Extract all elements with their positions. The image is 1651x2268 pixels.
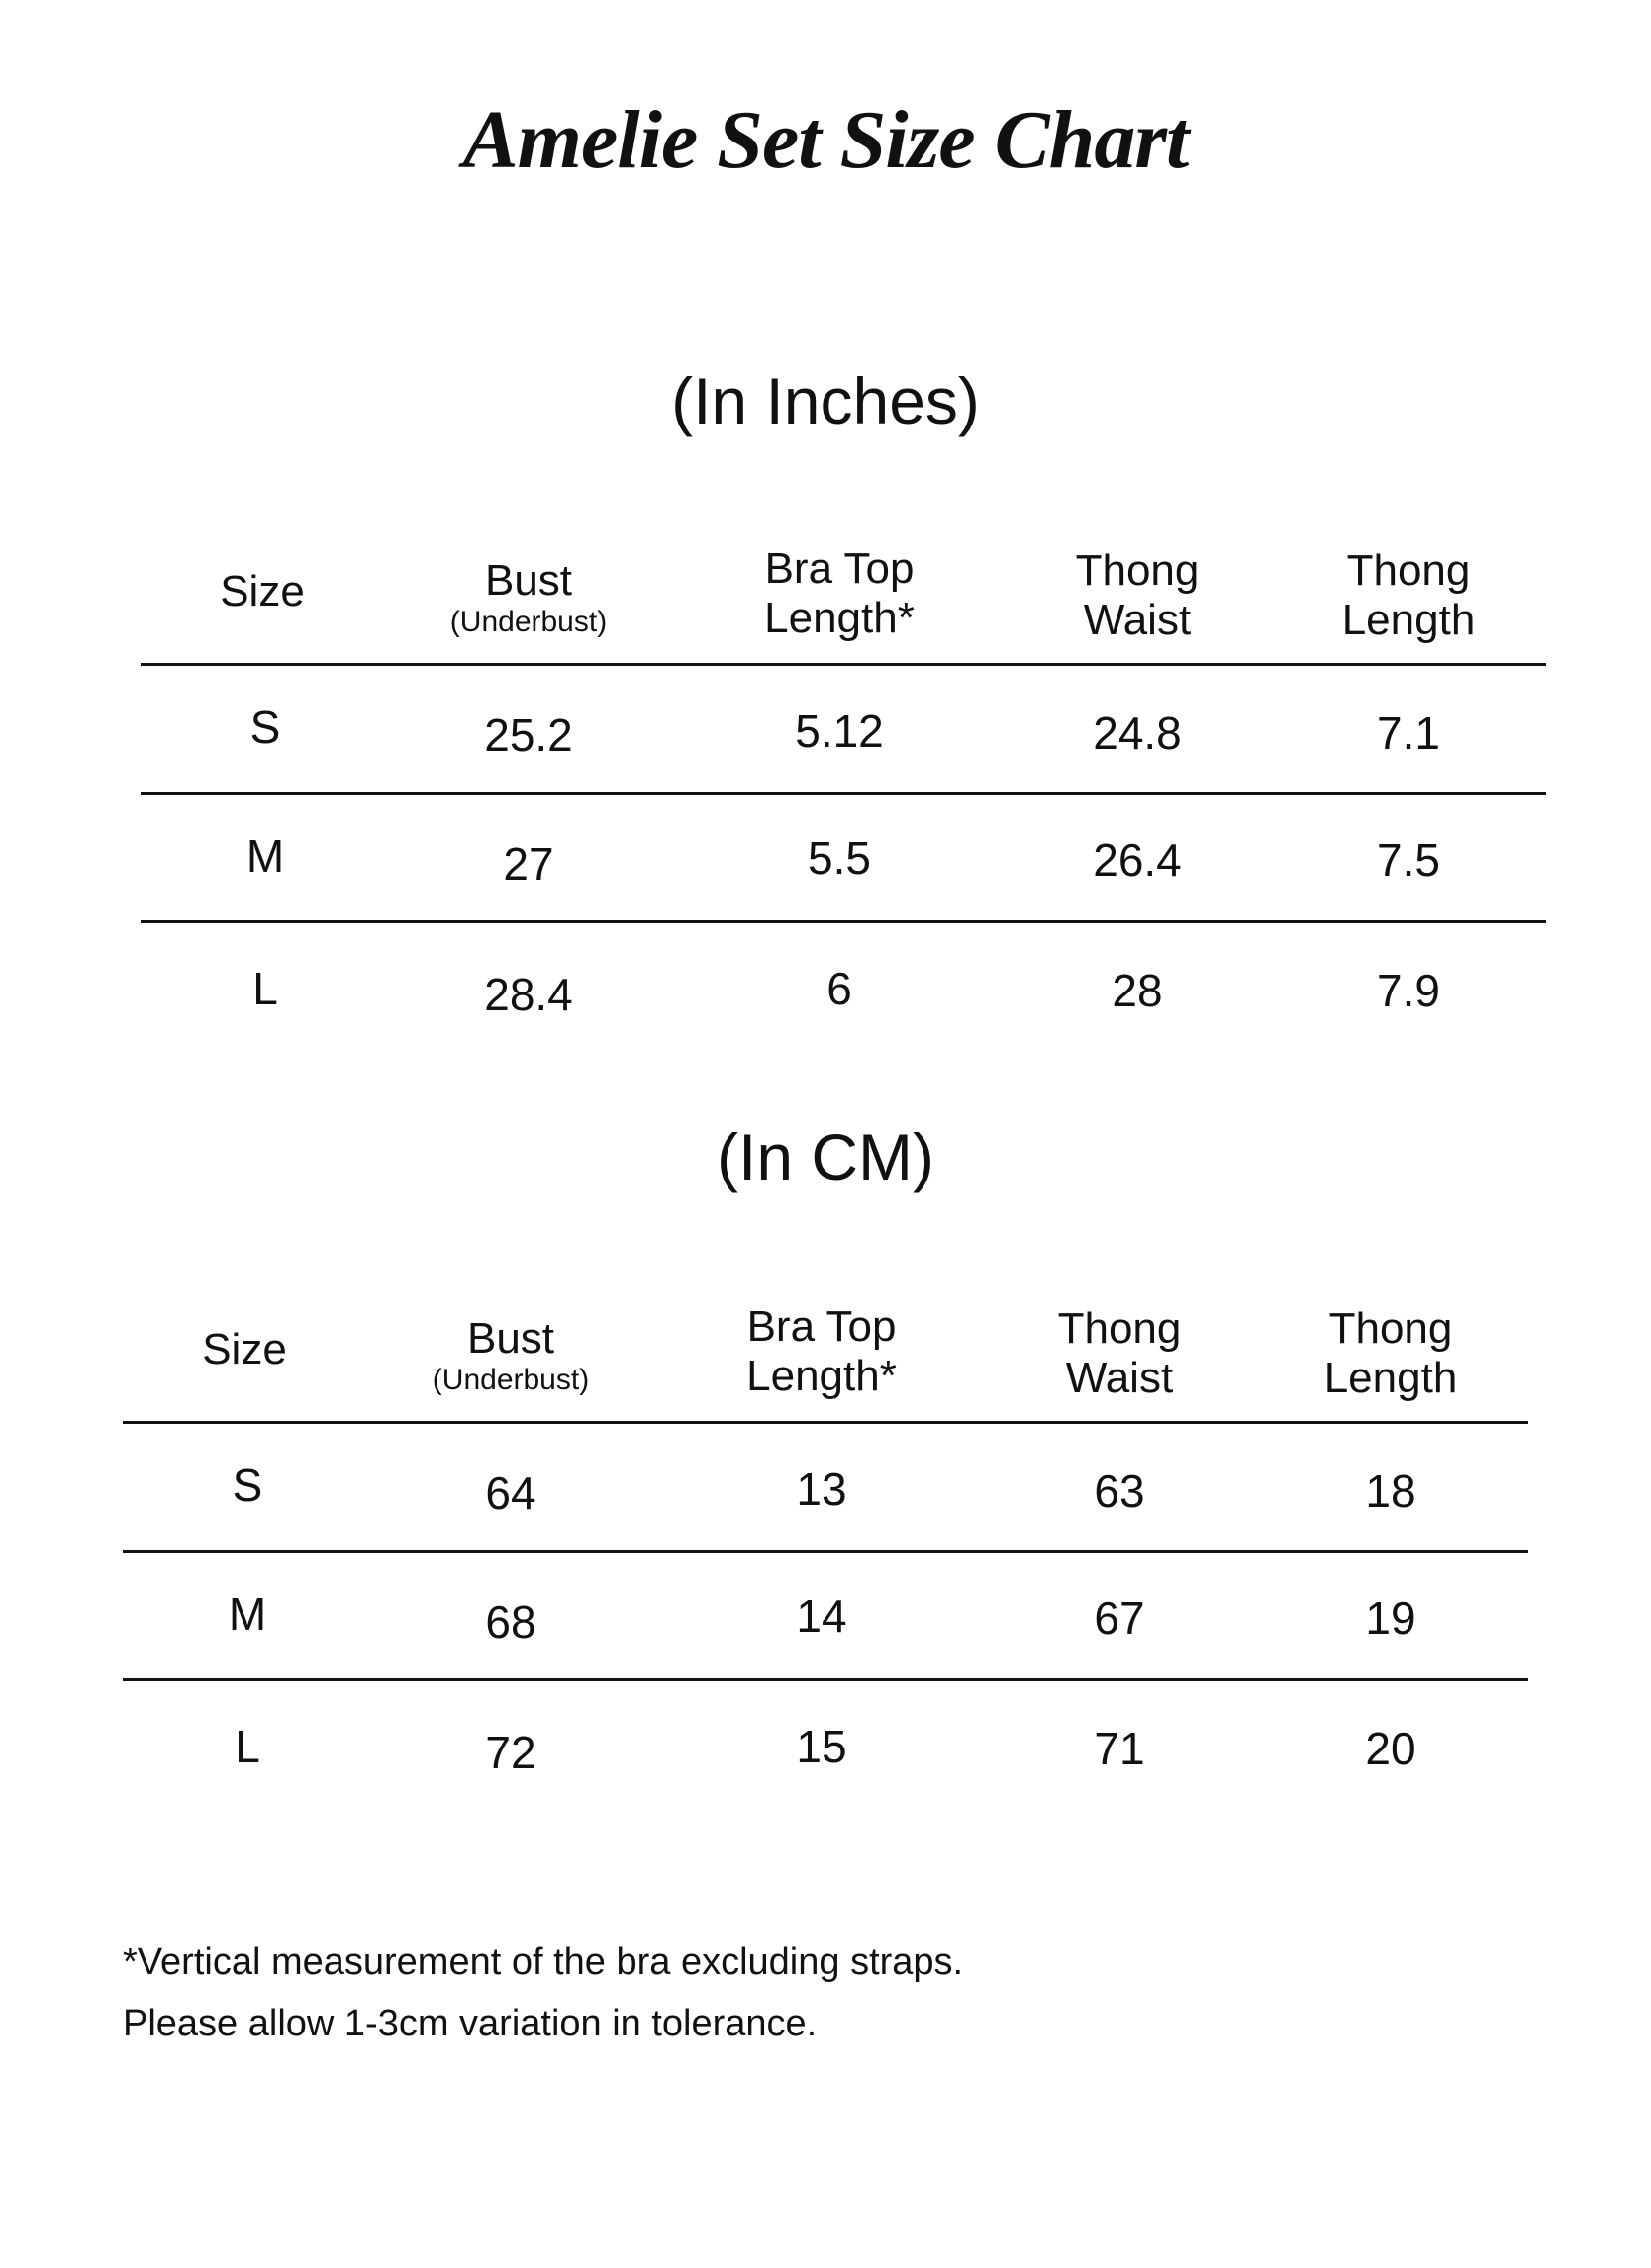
inches-row-s-bust: 25.2 bbox=[484, 709, 573, 761]
inches-header-thong-length bbox=[1342, 546, 1476, 645]
cm-header-thong-length-line2: Length bbox=[1323, 1354, 1458, 1402]
note-vertical-measurement: *Vertical measurement of the bra excluding straps. bbox=[123, 1941, 964, 1983]
cm-row-l-size: L bbox=[235, 1721, 260, 1772]
inches-header-bra-top-line1: Bra Top bbox=[764, 544, 915, 593]
cm-header-thong-length bbox=[1324, 1304, 1458, 1403]
cm-header-bust bbox=[433, 1314, 589, 1397]
cm-table bbox=[123, 1302, 1528, 1777]
cm-header-bust-label: Bust bbox=[466, 1314, 555, 1363]
inches-header-thong-waist-line2: Waist bbox=[1083, 596, 1192, 644]
cm-header-thong-waist bbox=[1058, 1304, 1182, 1403]
cm-row-m-thong-waist: 67 bbox=[1094, 1592, 1145, 1644]
cm-row-m-bra-top: 14 bbox=[796, 1590, 847, 1642]
cm-header-size: Size bbox=[202, 1325, 287, 1373]
inches-header-size: Size bbox=[220, 567, 305, 615]
inches-header-bust-label: Bust bbox=[484, 556, 573, 605]
cm-row-l-bra-top: 15 bbox=[796, 1721, 847, 1772]
cm-header-bra-top-line1: Bra Top bbox=[746, 1302, 897, 1351]
inches-row-m-size: M bbox=[245, 830, 285, 882]
inches-row-m-bust: 27 bbox=[503, 838, 554, 890]
inches-row-l-thong-waist: 28 bbox=[1112, 965, 1163, 1016]
cm-header-thong-waist-line1: Thong bbox=[1057, 1304, 1182, 1353]
inches-row-rule bbox=[141, 792, 1546, 795]
inches-row-s-size: S bbox=[249, 702, 281, 753]
inches-row-m-thong-length: 7.5 bbox=[1377, 834, 1440, 886]
cm-row-s-thong-waist: 63 bbox=[1094, 1465, 1145, 1517]
cm-row-rule bbox=[123, 1678, 1528, 1681]
inches-header-thong-length-line1: Thong bbox=[1346, 546, 1471, 595]
inches-row-rule bbox=[141, 920, 1546, 923]
inches-table bbox=[141, 544, 1546, 1019]
inches-row-l-size: L bbox=[252, 963, 278, 1014]
cm-header-thong-waist-line2: Waist bbox=[1065, 1354, 1174, 1402]
page-title: Amelie Set Size Chart bbox=[462, 94, 1189, 186]
cm-row-s-bust: 64 bbox=[485, 1467, 536, 1519]
inches-row-s-thong-length: 7.1 bbox=[1377, 708, 1440, 759]
cm-row-m-bust: 68 bbox=[485, 1596, 536, 1648]
inches-row-s-bra-top: 5.12 bbox=[795, 706, 884, 757]
note-tolerance: Please allow 1-3cm variation in tolerance. bbox=[123, 2003, 818, 2044]
cm-row-m-size: M bbox=[228, 1588, 267, 1640]
inches-header-rule bbox=[141, 663, 1546, 666]
inches-header-bra-top bbox=[764, 544, 915, 643]
inches-row-l-thong-length: 7.9 bbox=[1377, 965, 1440, 1016]
inches-header-thong-waist-line1: Thong bbox=[1075, 546, 1200, 595]
inches-header-thong-waist bbox=[1076, 546, 1200, 645]
inches-header-bra-top-line2: Length* bbox=[764, 594, 915, 642]
inches-row-m-thong-waist: 26.4 bbox=[1093, 834, 1182, 886]
cm-row-m-thong-length: 19 bbox=[1365, 1592, 1416, 1644]
cm-header-bra-top bbox=[746, 1302, 897, 1401]
inches-header-thong-length-line2: Length bbox=[1341, 596, 1476, 644]
cm-row-s-thong-length: 18 bbox=[1365, 1465, 1416, 1517]
inches-row-l-bust: 28.4 bbox=[484, 969, 573, 1020]
inches-heading: (In Inches) bbox=[671, 364, 980, 437]
inches-row-m-bra-top: 5.5 bbox=[808, 832, 871, 884]
cm-row-l-thong-length: 20 bbox=[1365, 1723, 1416, 1774]
inches-row-s-thong-waist: 24.8 bbox=[1093, 708, 1182, 759]
cm-header-bust-sub: (Underbust) bbox=[432, 1364, 590, 1396]
cm-header-bra-top-line2: Length* bbox=[746, 1352, 897, 1400]
cm-header-thong-length-line1: Thong bbox=[1328, 1304, 1453, 1353]
cm-header-rule bbox=[123, 1421, 1528, 1424]
cm-row-l-thong-waist: 71 bbox=[1094, 1723, 1145, 1774]
cm-row-rule bbox=[123, 1550, 1528, 1553]
inches-row-l-bra-top: 6 bbox=[826, 963, 852, 1014]
cm-row-l-bust: 72 bbox=[485, 1727, 536, 1778]
inches-header-bust-sub: (Underbust) bbox=[449, 606, 608, 638]
cm-row-s-bra-top: 13 bbox=[796, 1464, 847, 1515]
cm-row-s-size: S bbox=[232, 1460, 263, 1511]
inches-header-bust bbox=[450, 556, 607, 639]
cm-heading: (In CM) bbox=[717, 1120, 934, 1193]
